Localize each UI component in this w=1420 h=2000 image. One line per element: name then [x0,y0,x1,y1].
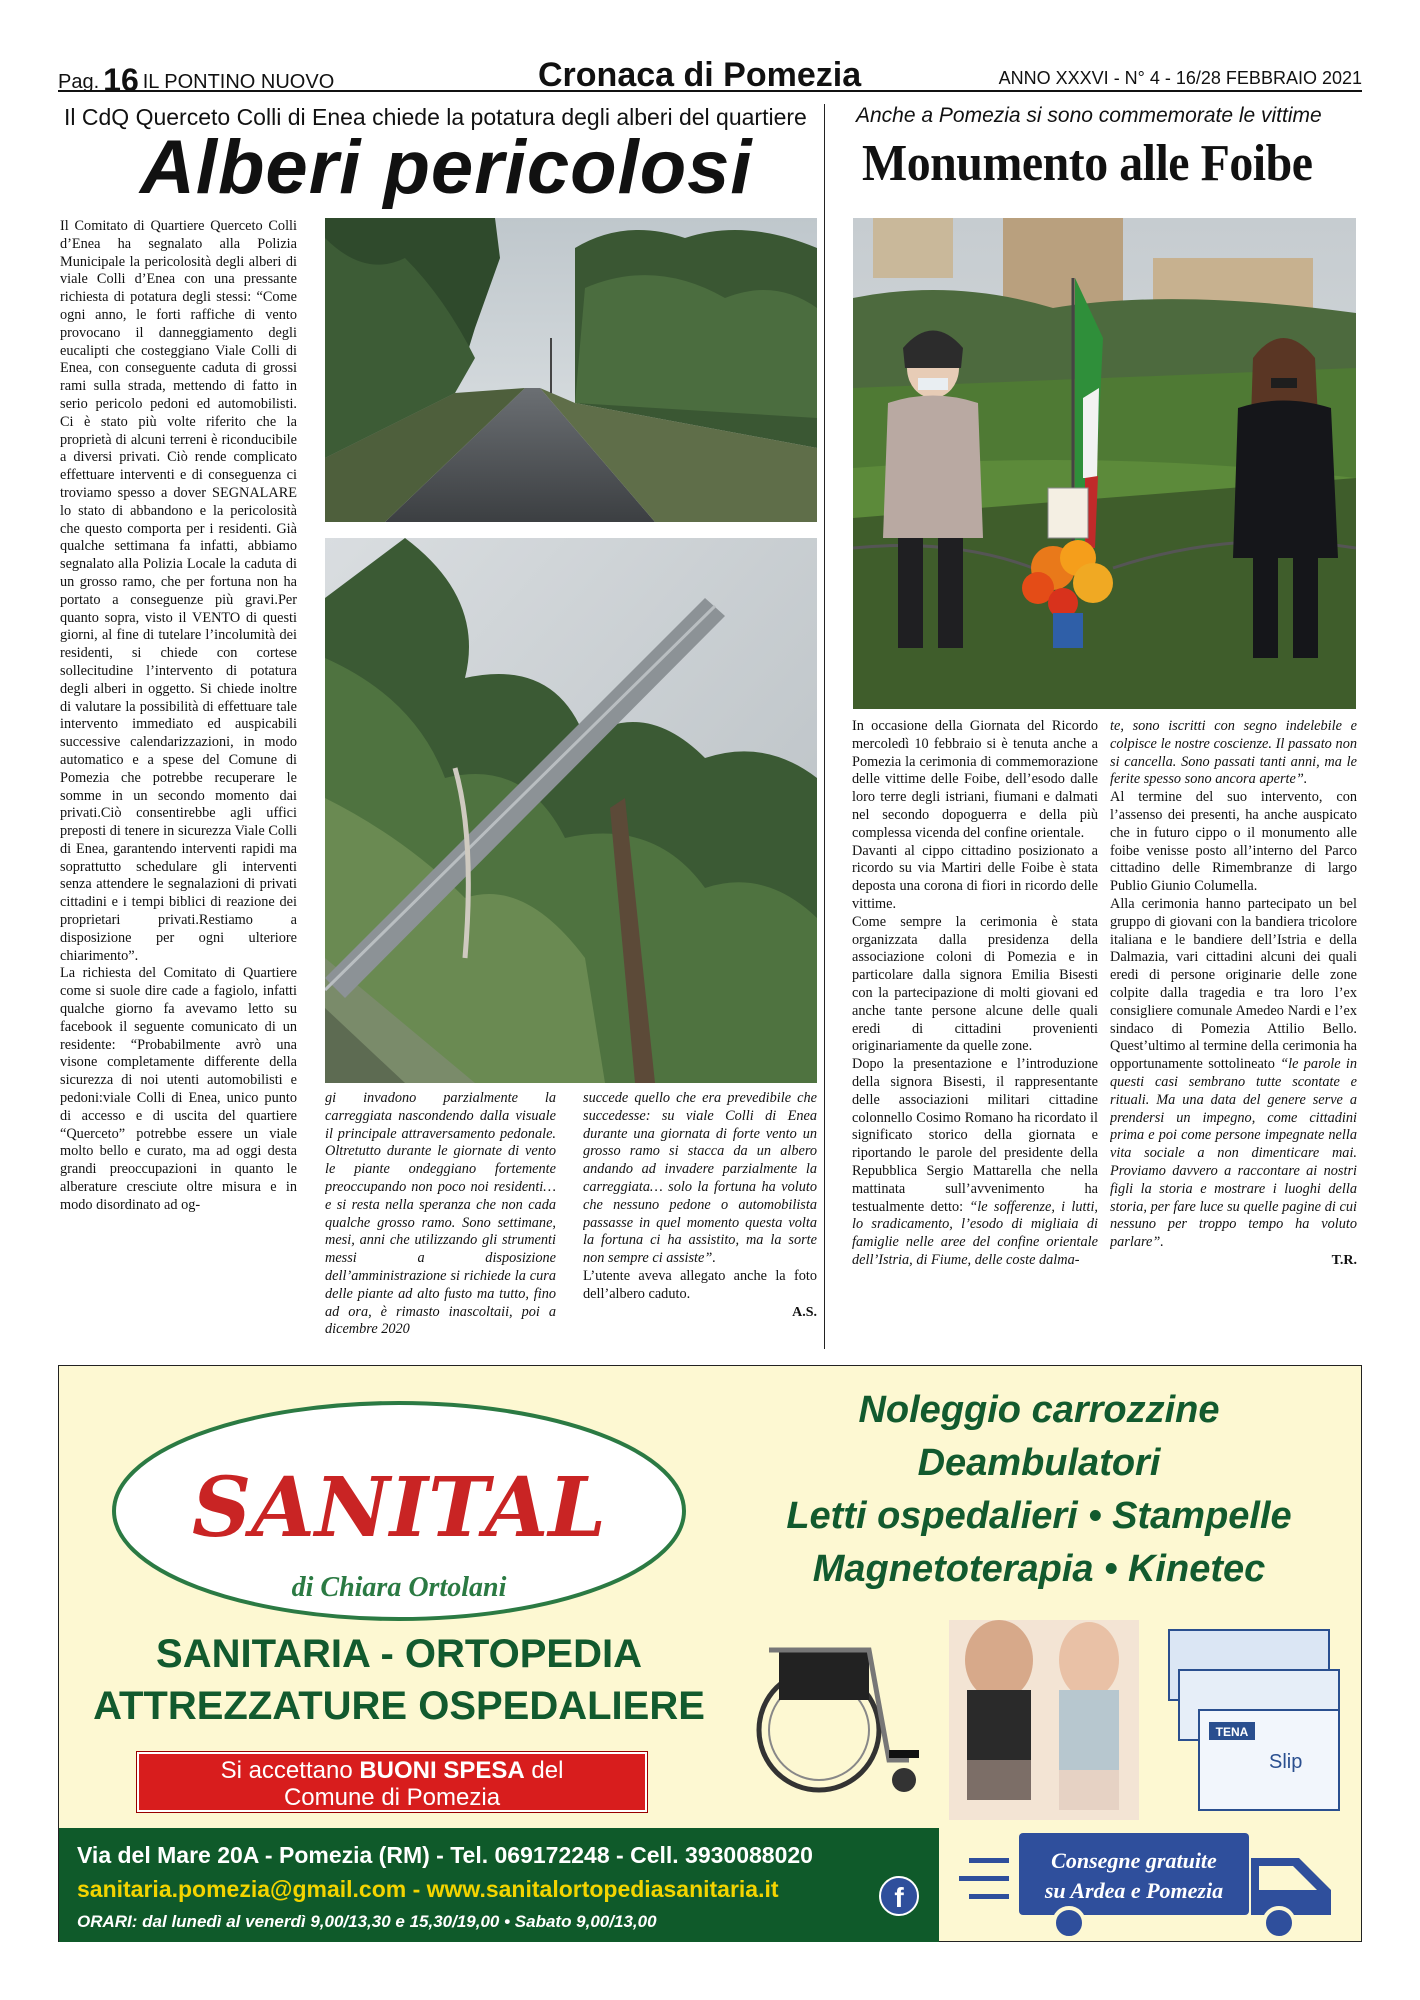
left-article-column-3 [583,1090,817,1344]
back-brace-icon [949,1620,1139,1820]
column-divider [824,104,825,1349]
article-signature: T.R. [1331,1252,1357,1268]
wheelchair-icon [759,1650,919,1792]
article-signature: A.S. [792,1304,817,1320]
left-article-column-1 [60,218,297,1346]
article-quote: “le parole in questi casi sembrano tutte scontate e rituali. Ma una data del genere serve a prendersi un impegno, come cittadini prima e poi come persone impegnate nella vita sociale a non dimenticare mai. Proviamo davvero a raccontare ai nostri figli la storia e mostrare i luoghi della storia, per fare luce su quelle pagine di cui nessuno per troppo tempo ha voluto parlare”. [1110,1056,1357,1251]
tena-product-icon [1169,1630,1339,1810]
foibe-ceremony-photo [853,218,1356,709]
service-item: Magnetoterapia • Kinetec [812,1548,1266,1590]
paper-name: IL PONTINO NUOVO [142,71,335,93]
sanital-advertisement [58,1365,1362,1942]
fallen-branch-photo [325,538,817,1083]
delivery-line-1: Consegne gratuite [1051,1848,1217,1873]
buoni-text: Si accettano [220,1757,360,1784]
product-label: Slip [1269,1751,1303,1773]
service-item: Noleggio carrozzine [858,1389,1220,1431]
article-paragraph: La richiesta del Comitato di Quartiere come si suole dire cade a fagiolo, infatti qualche giorno fa avevamo letto su facebook il seguente comunicato di un residente: “Probabilmente avrò una visone completamente differente della sicurezza di noi utenti automobilisti e pedoni:viale Colli di Enea, unico punto di accesso e di uscita del quartiere “Querceto” potrebbe essere un viale molto bello e curato, ma ad oggi desta grandi preoccupazioni in quanto le alberature cresciute oltre misura e in modo disordinato ad og- [60,965,297,1213]
left-article-kicker: Il CdQ Querceto Colli di Enea chiede la potatura degli alberi del quartiere [64,104,807,130]
article-text: Dopo la presentazione e l’introduzione della signora Bisesti, il rappresentante delle associazioni militari cittadine colonnello Cosimo Romano ha ricordato il significato storico della giornata e riportando le parole del presidente della Repubblica Sergio Mattarella che nella mattinata sull’avvenimento ha testualmente detto: [852,1056,1098,1215]
right-article-title: Monumento alle Foibe [862,135,1313,192]
category-line-2: ATTREZZATURE OSPEDALIERE [93,1684,705,1728]
product-images [739,1610,1349,1820]
buoni-bold: BUONI SPESA [359,1757,525,1784]
services-list [739,1384,1339,1596]
article-paragraph: gi invadono parzialmente la carreggiata nascondendo dalla visuale il principale attraversamento pedonale. Oltretutto durante le giornate di vento le piante ondeggiano fortemente preoccupando non poco noi residenti… e si resta nella speranza che non cada qualche grosso ramo. Sono settimane, mesi, anni che utilizzando gli strumenti messi a disposizione dell’amministrazione si richiede la cura delle piante ad alto fusto ma tutto, fino ad ora, è rimasto inascoltaii, poi a dicembre 2020 [325,1090,556,1338]
right-article-column-1 [852,718,1098,1338]
article-paragraph: Al termine del suo intervento, con l’assenso dei presenti, ha anche auspicato che in futuro cippo o il monumento alle foibe venisse posto all’interno del Parco cittadino delle Rimembranze di largo Publio Giunio Columella. [1110,789,1357,895]
right-article-column-2 [1110,718,1357,1338]
article-text: Alla cerimonia hanno partecipato un bel gruppo di giovani con la bandiera tricolore italiana e le bandiere dell’Istria e della Dalmazia, vari cittadini alcuni dei quali eredi di persone originarie delle zone colpite dalla tragedia e tra loro l’ex consigliere comunale Amedeo Nardi e l’ex sindaco di Pomezia Attilio Bello. Quest’ultimo al termine della cerimonia ha opportunamente sottolineato [1110,895,1357,1073]
contact-bar [59,1828,939,1942]
buoni-spesa-banner [137,1752,647,1812]
category-line-1: SANITARIA - ORTOPEDIA [156,1632,642,1676]
issue-info: ANNO XXXVI - N° 4 - 16/28 FEBBRAIO 2021 [998,68,1362,88]
article-paragraph: succede quello che era prevedibile che succedesse: su viale Colli di Enea durante una giornata di forte vento un grosso ramo si stacca da un albero andando ad invadere parzialmente la carreggiata… solo la fortuna ha voluto che nessuno pedone o automobilista passasse in quel momento questa volta la fortuna ci ha assistito, ma la sorte non sempre ci assiste”. [583,1090,817,1267]
product-label: TENA [1215,1725,1249,1739]
road-photo [325,218,817,522]
buoni-line-2: Comune di Pomezia [283,1784,501,1811]
article-paragraph: Come sempre la cerimonia è stata organizzata dalla presidenza della associazione coloni di Pomezia e in particolare dalla signora Emilia Bisesti con la partecipazione di molti giovani ed anche tante persone alcune delle quali eredi di cittadini provenienti originariamente da quelle zone. [852,913,1098,1055]
article-paragraph [852,1056,1098,1270]
buoni-text: del [524,1757,564,1784]
article-paragraph: Davanti al cippo cittadino posizionato a ricordo su via Martiri delle Foibe è stata deposta una corona di fiori in ricordo delle vittime. [852,842,1098,912]
section-title: Cronaca di Pomezia [538,56,862,94]
right-article-kicker: Anche a Pomezia si sono commemorate le vittime [856,104,1322,127]
article-quote: “le sofferenze, i lutti, lo sradicamento, l’esodo di migliaia di famiglie nelle aree del confine orientale dell’Istria, di Fiume, delle coste dalma- [852,1198,1098,1268]
article-paragraph [1110,896,1357,1252]
article-paragraph: In occasione della Giornata del Ricordo mercoledì 10 febbraio si è tenuta anche a Pomezia la cerimonia di commemorazione delle vittime delle Foibe, dell’esodo dalle loro terre degli istriani, fiumani e dalmati nel secondo dopoguerra e della più complessa vicenda del confine orientale. [852,718,1098,841]
brand-owner: di Chiara Ortolani [291,1572,507,1603]
service-item: Letti ospedalieri • Stampelle [786,1495,1292,1537]
email-website[interactable]: sanitaria.pomezia@gmail.com - www.sanitalortopediasanitaria.it [77,1876,779,1902]
service-item: Deambulatori [917,1442,1161,1484]
page-number-block [58,62,334,99]
facebook-icon[interactable]: f [879,1876,919,1916]
opening-hours: ORARI: dal lunedì al venerdì 9,00/13,30 e 15,30/19,00 • Sabato 9,00/13,00 [77,1912,657,1931]
page-number: 16 [103,62,139,98]
delivery-line-2: su Ardea e Pomezia [1044,1878,1224,1903]
page-label: Pag. [58,71,100,93]
article-paragraph: Il Comitato di Quartiere Querceto Colli d’Enea ha segnalato alla Polizia Municipale la pericolosità degli alberi di viale Colli d’Enea con una pressante richiesta di potatura degli stessi: “Come ogni anno, le forti raffiche di vento provocano il danneggiamento degli eucalipti che costeggiano Viale Colli di Enea, con conseguente caduta di grossi rami sulla strada, mettendo di fatto in serio pericolo pedoni ed automobilisti. Ci è stato più volte riferito che la proprietà di alcuni terreni è riconducibile a diversi privati. Ciò rende complicato effettuare interventi e di conseguenza ci troviamo spesso a dover SEGNALARE lo stato di abbandono e la pericolosità che questo comporta per i residenti. Già qualche settimana fa infatti, abbiamo segnalato alla Polizia Locale la caduta di un grosso ramo, che per fortuna non ha portato a conseguenze più gravi.Per quanto sopra, visto il VENTO di questi giorni, al fine di tutelare l’incolumità dei residenti, si chiede con cortese sollecitudine l’intervento di potatura degli alberi in oggetto. Si chiede inoltre di valutare la possibilità di effettuare tale intervento immediato ed auspicabili successive calendarizzazioni, in modo automatico e a spese del Comune di Pomezia che potrebbe recuperare le somme in un secondo momento dai privati.Ciò consentirebbe agli uffici preposti di tenere in sicurezza Viale Colli di Enea, garantendo interventi rapidi ma soprattutto schedulare gli interventi senza attendere le segnalazioni di privati cittadini e i tempi biblici di reazione dei proprietari privati.Restiamo a disposizione per ogni ulteriore chiarimento”. [60,218,297,964]
page-header [58,56,1362,98]
delivery-truck-icon [959,1828,1339,1942]
article-paragraph: L’utente aveva allegato anche la foto dell’albero caduto. [583,1267,817,1302]
article-quote: te, sono iscritti con segno indelebile e colpisce le nostre coscienze. Il passato non si cancella. Sono passati tanti anni, ma le ferite spesso sono ancora aperte”. [1110,718,1357,788]
left-article-title: Alberi pericolosi [140,125,753,210]
brand-name: SANITAL [192,1460,606,1556]
address-phone: Via del Mare 20A - Pomezia (RM) - Tel. 069172248 - Cell. 3930088020 [77,1842,813,1868]
left-article-column-2 [325,1090,556,1344]
